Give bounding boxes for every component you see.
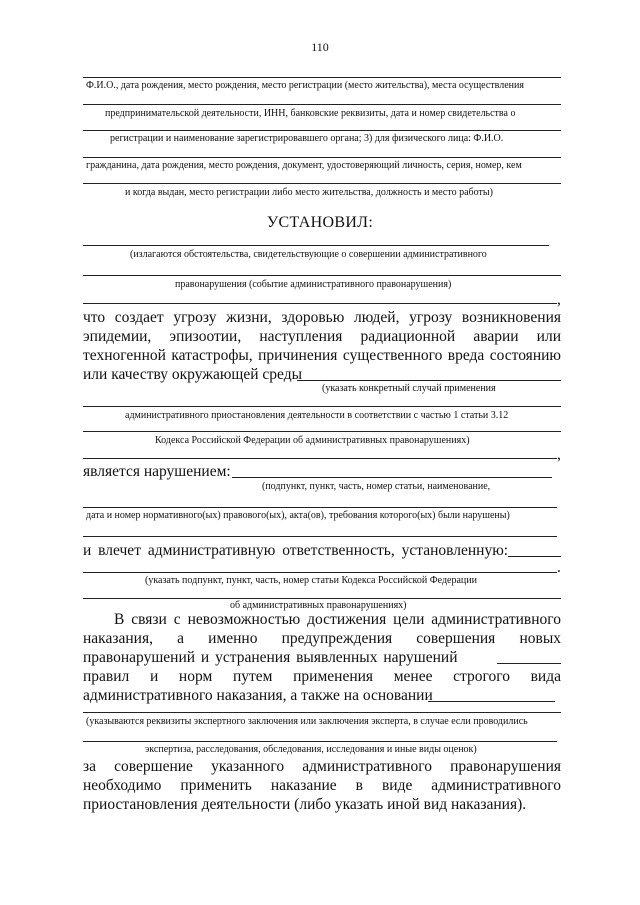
liability-label: и влечет административную ответственность, установленную: bbox=[83, 542, 509, 559]
caption-text: (указываются реквизиты экспертного заключения или заключения эксперта, в случае если проводились bbox=[86, 716, 528, 727]
fill-line[interactable] bbox=[297, 380, 561, 381]
line-end-punctuation: , bbox=[557, 446, 561, 463]
body-text: административного наказания, а также на основании bbox=[83, 687, 433, 704]
caption-text: правонарушения (событие административного правонарушения) bbox=[175, 279, 452, 290]
body-text: техногенной катастрофы, причинения существенного вреда состоянию bbox=[83, 347, 561, 364]
fill-line[interactable] bbox=[428, 701, 555, 702]
fill-line[interactable] bbox=[497, 663, 561, 664]
line-end-punctuation: . bbox=[557, 559, 561, 576]
fill-line[interactable] bbox=[83, 245, 549, 246]
violation-label: является нарушением: bbox=[83, 463, 231, 480]
fill-line[interactable] bbox=[83, 77, 561, 78]
caption-text: (излагаются обстоятельства, свидетельствующие о совершении административного bbox=[130, 249, 487, 260]
body-text: правил и норм путем применения менее строгого вида bbox=[83, 668, 561, 685]
caption-text: Кодекса Российской Федерации об административных правонарушениях) bbox=[155, 435, 470, 446]
fill-line[interactable] bbox=[83, 598, 561, 599]
fill-line[interactable] bbox=[83, 458, 557, 459]
fill-line[interactable] bbox=[508, 556, 561, 557]
body-text: необходимо применить наказание в виде административного bbox=[83, 777, 561, 794]
caption-text: (указать конкретный случай применения bbox=[322, 383, 496, 394]
fill-line[interactable] bbox=[83, 406, 561, 407]
caption-text: Ф.И.О., дата рождения, место рождения, место регистрации (место жительства), места осуществления bbox=[86, 80, 524, 91]
caption-text: дата и номер нормативного(ых) правового(ых), акта(ов), требования которого(ых) были нарушены) bbox=[86, 510, 510, 521]
fill-line[interactable] bbox=[83, 536, 557, 537]
fill-line[interactable] bbox=[83, 572, 557, 573]
fill-line[interactable] bbox=[83, 183, 561, 184]
caption-text: административного приостановления деятельности в соответствии с частью 1 статьи 3.12 bbox=[125, 410, 509, 421]
caption-text: гражданина, дата рождения, место рождения, документ, удостоверяющий личность, серия, номер, кем bbox=[86, 160, 522, 171]
body-text: В связи с невозможностью достижения цели административного bbox=[114, 611, 561, 628]
caption-text: и когда выдан, место регистрации либо место жительства, должность и место работы) bbox=[125, 187, 493, 198]
fill-line[interactable] bbox=[83, 741, 557, 742]
caption-text: (указать подпункт, пункт, часть, номер статьи Кодекса Российской Федерации bbox=[145, 575, 477, 586]
fill-line[interactable] bbox=[83, 303, 557, 304]
caption-text: экспертиза, расследования, обследования, исследования и иные виды оценок) bbox=[145, 744, 477, 755]
caption-text: предпринимательской деятельности, ИНН, банковские реквизиты, дата и номер свидетельства о bbox=[105, 108, 516, 119]
fill-line[interactable] bbox=[83, 130, 561, 131]
caption-text: регистрации и наименование зарегистрировавшего органа; 3) для физического лица: Ф.И.О. bbox=[110, 133, 504, 144]
body-text: за совершение указанного административного правонарушения bbox=[83, 758, 561, 775]
fill-line[interactable] bbox=[83, 431, 561, 432]
fill-line[interactable] bbox=[83, 275, 561, 276]
caption-text: об административных правонарушениях) bbox=[230, 600, 407, 611]
line-end-punctuation: , bbox=[557, 291, 561, 308]
section-title: УСТАНОВИЛ: bbox=[266, 214, 374, 231]
fill-line[interactable] bbox=[83, 104, 561, 105]
body-text: или качеству окружающей среды bbox=[83, 366, 303, 383]
body-text: эпидемии, эпизоотии, наступления радиационной аварии или bbox=[83, 328, 561, 345]
fill-line[interactable] bbox=[83, 507, 557, 508]
body-text: правонарушений и устранения выявленных нарушений bbox=[83, 649, 458, 666]
page-number: 110 bbox=[311, 40, 329, 54]
fill-line[interactable] bbox=[83, 157, 561, 158]
fill-line[interactable] bbox=[83, 712, 561, 713]
fill-line[interactable] bbox=[232, 477, 552, 478]
body-text: наказания, а именно предупреждения совершения новых bbox=[83, 630, 561, 647]
body-text: что создает угрозу жизни, здоровью людей, угрозу возникновения bbox=[83, 309, 561, 326]
caption-text: (подпункт, пункт, часть, номер статьи, наименование, bbox=[262, 481, 491, 492]
body-text: приостановления деятельности (либо указать иной вид наказания). bbox=[83, 796, 527, 813]
